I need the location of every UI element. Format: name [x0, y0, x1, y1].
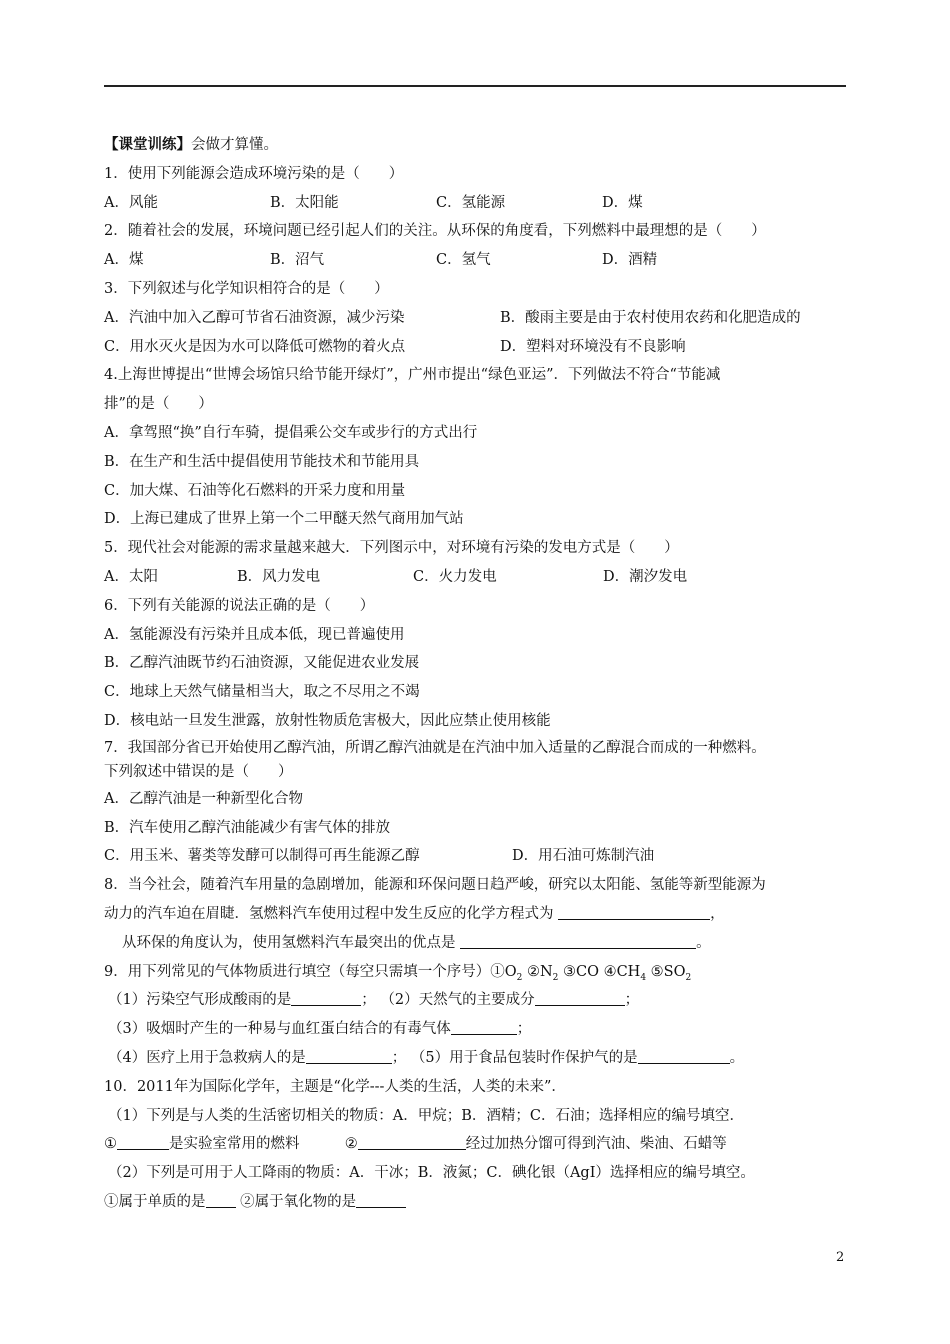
answer-blank[interactable]	[291, 989, 361, 1006]
question-10-stem: 10．2011年为国际化学年，主题是“化学---人类的生活，人类的未来”．	[104, 1078, 566, 1095]
question-10-sub2-blanks	[104, 1188, 856, 1217]
option-b: B．乙醇汽油既节约石油资源，又能促进农业发展	[104, 655, 420, 672]
gas-so2: ⑤SO	[646, 963, 686, 980]
subscript: 4	[640, 972, 647, 983]
worksheet	[104, 131, 856, 1217]
option-a: A．汽油中加入乙醇可节省石油资源，减少污染	[104, 309, 405, 326]
separator: ；	[391, 1049, 407, 1066]
option-d: D．酒精	[602, 252, 658, 269]
question-2-options	[104, 246, 856, 275]
question-9-part-3	[104, 1015, 856, 1044]
question-5-options	[104, 563, 856, 592]
option-c: C．用水灭火是因为水可以降低可燃物的着火点	[104, 338, 406, 355]
question-10-sub1-blanks	[104, 1130, 856, 1159]
option-a: A．氢能源没有污染并且成本低，现已普遍使用	[104, 626, 405, 643]
question-1-stem: 1．使用下列能源会造成环境污染的是（ ）	[104, 165, 404, 182]
option-b: B．太阳能	[270, 194, 339, 211]
question-3-stem: 3．下列叙述与化学知识相符合的是（ ）	[104, 280, 389, 297]
question-9-stem-text: 9．用下列常见的气体物质进行填空（每空只需填一个序号）	[104, 963, 491, 980]
question-5-stem: 5．现代社会对能源的需求量越来越大．下列图示中，对环境有污染的发电方式是（ ）	[104, 540, 679, 557]
option-b: B．汽车使用乙醇汽油能减少有害气体的排放	[104, 819, 391, 836]
question-9-stem	[104, 958, 856, 987]
option-a: A．乙醇汽油是一种新型化合物	[104, 790, 303, 807]
question-8-line3-text: 从环保的角度认为，使用氢燃料汽车最突出的优点是	[122, 934, 456, 951]
option-a: A．拿驾照“换”自行车骑，提倡乘公交车或步行的方式出行	[104, 424, 478, 441]
question-10-sub2: （2）下列是可用于人工降雨的物质：A．干冰；B．液氮；C．碘化银（AgI）选择相应的编号填空。	[108, 1165, 755, 1182]
page-number: 2	[836, 1250, 845, 1265]
answer-blank-equation[interactable]	[558, 903, 710, 920]
question-9-part-1-2	[104, 986, 856, 1015]
option-d: D．潮汐发电	[603, 568, 688, 585]
option-c: C．氢气	[436, 252, 491, 269]
gas-o2: ①O	[490, 963, 517, 980]
option-c: C．加大煤、石油等化石燃料的开采力度和用量	[104, 482, 406, 499]
option-c: C．火力发电	[413, 568, 497, 585]
separator: ；	[516, 1021, 532, 1038]
option-a: A．风能	[104, 194, 158, 211]
question-4-stem-line2: 排”的是（ ）	[104, 396, 213, 413]
answer-blank[interactable]	[306, 1047, 392, 1064]
question-4-stem-line1: 4.上海世博提出“世博会场馆只给节能开绿灯”，广州市提出“绿色亚运”．下列做法不符合“节能减	[104, 367, 721, 384]
circled-2: ②	[344, 1136, 358, 1153]
gas-n2: ②N	[522, 963, 553, 980]
gas-co-ch4: ③CO ④CH	[558, 963, 641, 980]
gas-list	[490, 963, 692, 983]
answer-blank-advantage[interactable]	[460, 932, 696, 949]
section-header	[104, 131, 856, 160]
question-3-options-cd	[104, 333, 856, 362]
answer-blank[interactable]	[206, 1191, 236, 1208]
question-8-line2-text: 动力的汽车迫在眉睫．氢燃料汽车使用过程中发生反应的化学方程式为	[104, 905, 554, 922]
oxide-label: ②属于氧化物的是	[240, 1193, 357, 1210]
answer-blank[interactable]	[451, 1018, 517, 1035]
part-1-label: （1）污染空气形成酸雨的是	[108, 992, 292, 1009]
option-d: D．煤	[602, 194, 643, 211]
option-c: C．用玉米、薯类等发酵可以制得可再生能源乙醇	[104, 848, 420, 865]
question-8-line3-end: 。	[696, 934, 711, 951]
option-b: B．风力发电	[237, 568, 321, 585]
question-7-options-cd	[104, 842, 856, 871]
question-6-stem: 6．下列有关能源的说法正确的是（ ）	[104, 597, 375, 614]
separator: 。	[729, 1049, 745, 1066]
answer-blank[interactable]	[535, 989, 625, 1006]
question-2-stem: 2．随着社会的发展，环境问题已经引起人们的关注。从环保的角度看，下列燃料中最理想的是（ ）	[104, 223, 766, 240]
subscript: 2	[685, 972, 692, 983]
question-7-stem-line2: 下列叙述中错误的是（ ）	[104, 763, 293, 780]
blank-2-text: 经过加热分馏可得到汽油、柴油、石蜡等	[465, 1136, 727, 1153]
option-a: A．煤	[104, 252, 144, 269]
option-a: A．太阳	[104, 568, 158, 585]
separator: ；	[624, 992, 640, 1009]
option-b: B．在生产和生活中提倡使用节能技术和节能用具	[104, 453, 420, 470]
option-d: D．核电站一旦发生泄露，放射性物质危害极大，因此应禁止使用核能	[104, 712, 551, 729]
blank-1-text: 是实验室常用的燃料	[169, 1136, 300, 1153]
subscript: 2	[516, 972, 523, 983]
answer-blank[interactable]	[356, 1191, 406, 1208]
option-c: C．地球上天然气储量相当大，取之不尽用之不竭	[104, 684, 420, 701]
question-8-line2-end: ，	[710, 905, 725, 922]
header-rule	[104, 85, 846, 87]
part-4-label: （4）医疗上用于急救病人的是	[108, 1049, 306, 1066]
question-9-part-4-5	[104, 1044, 856, 1073]
question-8-line2	[104, 900, 856, 929]
part-5-label: （5）用于食品包装时作保护气的是	[410, 1049, 638, 1066]
option-b: B．酸雨主要是由于农村使用农药和化肥造成的	[500, 309, 801, 326]
section-title: 【课堂训练】	[104, 136, 191, 153]
option-d: D．塑料对环境没有不良影响	[500, 338, 686, 355]
section-subtitle: 会做才算懂。	[191, 137, 278, 153]
question-1-options	[104, 189, 856, 218]
option-d: D．上海已建成了世界上第一个二甲醚天然气商用加气站	[104, 511, 464, 528]
answer-blank[interactable]	[358, 1133, 466, 1150]
part-3-label: （3）吸烟时产生的一种易与血红蛋白结合的有毒气体	[108, 1021, 451, 1038]
option-d: D．用石油可炼制汽油	[512, 848, 655, 865]
option-c: C．氢能源	[436, 194, 506, 211]
question-3-options-ab	[104, 304, 856, 333]
subscript: 2	[552, 972, 559, 983]
separator: ；	[361, 992, 376, 1009]
part-2-label: （2）天然气的主要成分	[380, 992, 535, 1009]
circled-1: ①	[104, 1136, 117, 1153]
question-8-line1: 8．当今社会，随着汽车用量的急剧增加，能源和环保问题日趋严峻，研究以太阳能、氢能等新型能源为	[104, 877, 766, 894]
question-10-sub1: （1）下列是与人类的生活密切相关的物质：A．甲烷；B．酒精；C．石油；选择相应的编号填空．	[108, 1107, 744, 1124]
option-b: B．沼气	[270, 252, 325, 269]
question-7-stem-line1: 7．我国部分省已开始使用乙醇汽油，所谓乙醇汽油就是在汽油中加入适量的乙醇混合而成的一种燃料。	[104, 739, 766, 756]
element-label: ①属于单质的是	[104, 1193, 206, 1210]
question-8-line3	[104, 929, 856, 958]
answer-blank[interactable]	[117, 1133, 169, 1150]
answer-blank[interactable]	[638, 1047, 730, 1064]
